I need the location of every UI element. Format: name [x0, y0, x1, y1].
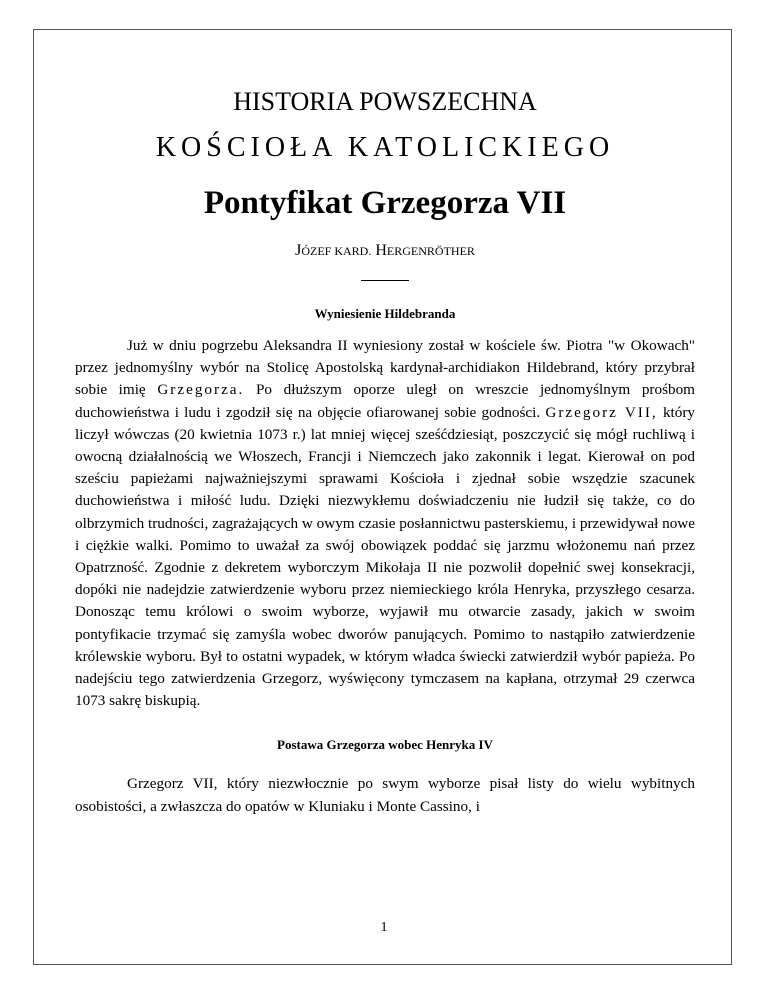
author-name-2: ERGENRÖTHER [386, 244, 475, 258]
divider-rule [361, 280, 409, 281]
title-line-1: HISTORIA POWSZECHNA [233, 87, 537, 116]
page-number: 1 [380, 920, 388, 935]
title-line-2: KOŚCIOŁA KATOLICKIEGO [155, 132, 615, 163]
author-name-1: ÓZEF KARD. [301, 244, 372, 258]
section-heading-2: Postawa Grzegorza wobec Henryka IV [277, 737, 493, 753]
author-line [75, 241, 695, 261]
paragraph-1-text-c: który liczył wówczas (20 kwietnia 1073 r.) lat mniej więcej sześćdziesiąt, poszczycić się mógł ruchliwą i owocną działalnością we Włoszech, Francji i Niemczech jako zakonnik i legat. Kierował on pod sześciu papieżami najważniejszymi sprawami Kościoła i zjednał sobie wszędzie szacunek duchowieństwa i miłość ludu. Dzięki niezwykłemu doświadczeniu nie łudził się także, co do olbrzymich trudności, zagrażających w owym czasie posłannictwu pasterskiemu, i przewidywał nowe i ciężkie walki. Pomimo to uważał za swój obowiązek poddać się jarzmu włożonemu nań przez Opatrzność. Zgodnie z dekretem wyborczym Mikołaja II nie pozwolił dopełnić swej konsekracji, dopóki nie nadejdzie zatwierdzenie wyboru przez niemieckiego króla Henryka, przyszłego cesarza. Donosząc temu królowi o swoim wyborze, wyjawił mu otwarcie zasady, jakich w swoim pontyfikacie trzymać się zamyśla wobec dworów panujących. Pomimo to nastąpiło zatwierdzenie królewskie wyboru. Był to ostatni wypadek, w którym władca świecki zatwierdził wybór papieża. Po nadejściu tego zatwierdzenia Grzegorz, wyświęcony tymczasem na kapłana, otrzymał 29 czerwca 1073 sakrę biskupią. [75, 403, 696, 710]
paragraph-1-text-b: Po dłuższym oporze uległ on wreszcie jednomyślnym prośbom duchowieństwa i ludu i zgodził się na objęcie ofiarowanej sobie godności. [75, 381, 695, 421]
section-heading-1: Wyniesienie Hildebranda [314, 306, 456, 321]
paragraph-2 [75, 773, 695, 817]
paragraph-1-name-1: Grzegorza. [157, 381, 245, 399]
title-line-3: Pontyfikat Grzegorza VII [203, 185, 567, 221]
document-body [75, 85, 695, 818]
paragraph-1-name-2: Grzegorz VII, [545, 403, 658, 421]
paragraph-1-text-a: Już w dniu pogrzebu Aleksandra II wyniesiony został w kościele św. Piotra "w Okowach" przez jednomyślny wybór na Stolicę Apostolską kardynał-archidiakon Hildebrand, który przybrał sobie imię [75, 337, 695, 399]
paragraph-2-text: Grzegorz VII, który niezwłocznie po swym wyborze pisał listy do wielu wybitnych osobistości, a zwłaszcza do opatów w Kluniaku i Monte Cassino, i [75, 775, 695, 815]
paragraph-1 [75, 335, 695, 712]
author-initial-2: H [375, 242, 387, 259]
author-initial-1: J [295, 242, 302, 259]
